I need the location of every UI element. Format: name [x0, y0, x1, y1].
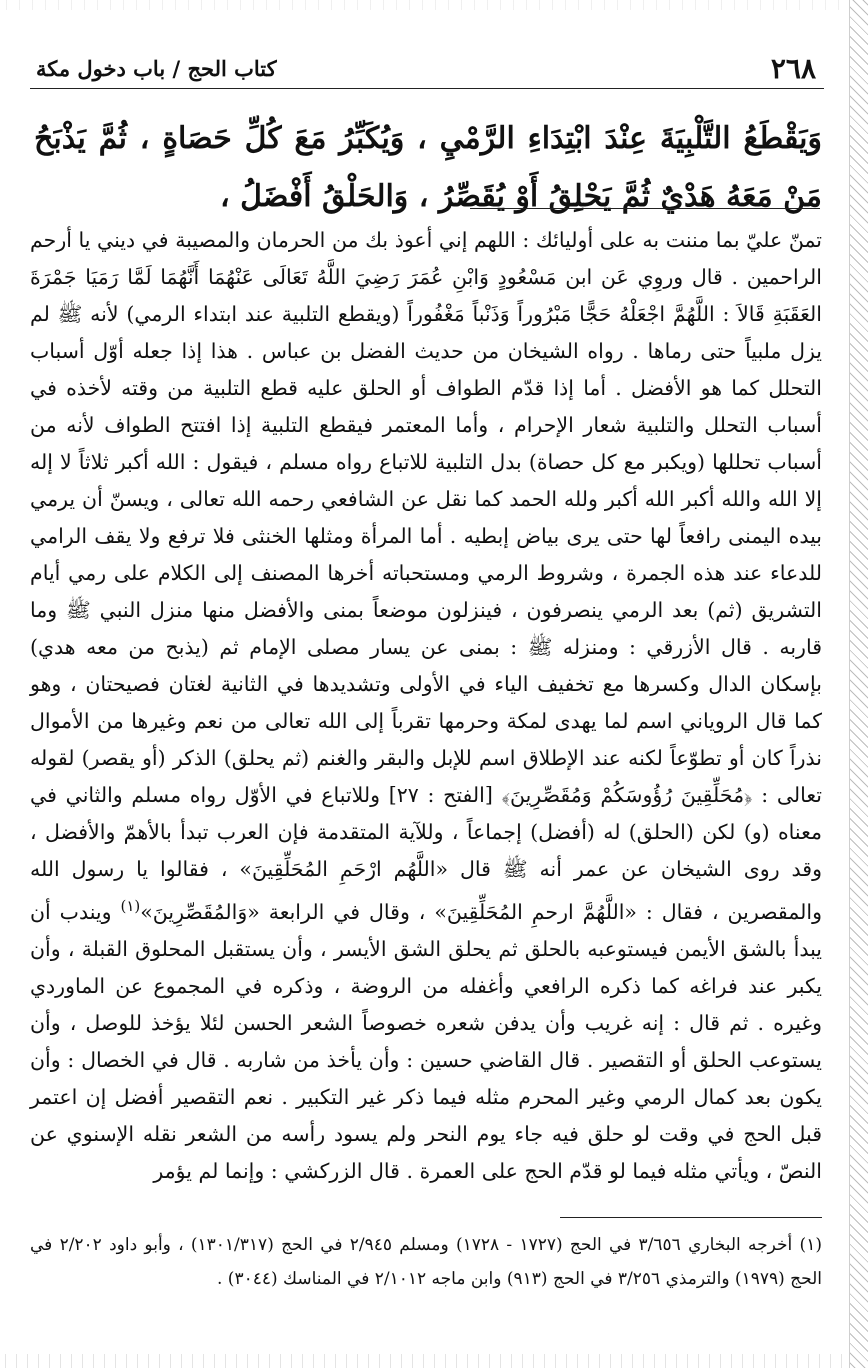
footnote-marker: (١)	[120, 897, 141, 915]
commentary-paragraph	[30, 222, 822, 1190]
footnote-text: (١) أخرجه البخاري ٣/٦٥٦ في الحج (١٧٢٧ - ١٧٢٨) ومسلم ٢/٩٤٥ في الحج (١٣٠١/٣١٧) ، وأبو داود ٢/٢٠٢ في الحج (١٩٧٩) والترمذي ٣/٢٥٦ في الحج (٩١٣) وابن ماجه ٢/١٠١٢ في المناسك (٣٠٤٤) .	[30, 1235, 822, 1289]
matn-separator-rule	[470, 208, 820, 209]
footnote-area	[30, 1228, 822, 1296]
page-edge-border	[849, 0, 868, 1368]
page-number: ٢٦٨	[770, 52, 816, 85]
page-header	[30, 48, 824, 89]
scan-noise-top	[0, 0, 868, 10]
running-title: كتاب الحج / باب دخول مكة	[36, 56, 277, 81]
scan-noise-bottom	[0, 1354, 848, 1368]
commentary-body	[30, 222, 822, 1190]
commentary-text: تمنّ عليّ بما مننت به على أوليائك : اللهم إني أعوذ بك من الحرمان والمصيبة في ديني يا أرحم الراحمين . قال وروِي عَن ابن مَسْعُودٍ وَابْنِ عُمَرَ رَضِيَ اللَّهُ تَعَالَى عَنْهُمَا أَنَّهُمَا لَمَّا رَمَيَا جَمْرَةَ العَقَبَةِ قَالاَ : اللَّهُمَّ اجْعَلْهُ حَجًّا مَبْرُوراً وَذَنْباً مَغْفُوراً (ويقطع التلبية عند ابتداء الرمي) لأنه ﷺ لم يزل ملبياً حتى رماها . رواه الشيخان من حديث الفضل بن عباس . هذا إذا جعله أوّل أسباب التحلل كما هو الأفضل . أما إذا قدّم الطواف أو الحلق عليه قطع التلبية من وقته لأخذه في أسباب التحلل والتلبية شعار الإحرام ، وأما المعتمر فيقطع التلبية إذا افتتح الطواف لأنه من أسباب تحللها (ويكبر مع كل حصاة) بدل التلبية للاتباع رواه مسلم ، فيقول : الله أكبر ثلاثاً لا إله إلا الله والله أكبر الله أكبر ولله الحمد كما نقل عن الشافعي رحمه الله تعالى ، ويسنّ أن يرمي بيده اليمنى رافعاً لها حتى يرى بياض إبطيه . أما المرأة ومثلها الخنثى فلا ترفع ولا يقف الرامي للدعاء عند هذه الجمرة ، وشروط الرمي ومستحباته أخرها المصنف إلى الكلام على رمي أيام التشريق (ثم) بعد الرمي ينصرفون ، فينزلون موضعاً بمنى والأفضل منها منزل النبي ﷺ وما قاربه . قال الأزرقي : ومنزله ﷺ : بمنى عن يسار مصلى الإمام ثم (يذبح من معه هدي) بإسكان الدال وكسرها مع تخفيف الياء في الأولى وتشديدها في الثانية لغتان فصيحتان ، وهو كما قال الروياني اسم لما يهدى لمكة وحرمها تقرباً إلى الله تعالى من نعم وغيرها من الأموال نذراً كان أو تطوّعاً لكنه عند الإطلاق اسم للإبل والبقر والغنم (ثم يحلق) الذكر (أو يقصر) لقوله تعالى : ﴿مُحَلِّقِينَ رُؤُوسَكُمْ وَمُقَصِّرِينَ﴾ [الفتح : ٢٧] وللاتباع في الأوّل رواه مسلم والثاني في معناه (و) لكن (الحلق) له (أفضل) إجماعاً ، وللآية المتقدمة فإن العرب تبدأ بالأهمّ والأفضل ، وقد روى الشيخان عن عمر أنه ﷺ قال «اللَّهُم ارْحَمِ المُحَلِّقِينَ» ، فقالوا يا رسول الله والمقصرين ، فقال : «اللَّهُمَّ ارحمِ المُحَلِّقِينَ» ، وقال في الرابعة «وَالمُقَصِّرِينَ»	[30, 228, 822, 924]
commentary-text-continued: ويندب أن يبدأ بالشق الأيمن فيستوعبه بالحلق ثم يحلق الشق الأيسر ، وأن يستقبل المحلوق القبلة ، وأن يكبر عند فراغه كما ذكره الرافعي وأغفله من الروضة ، وذكره في المجموع عن الماوردي وغيره . ثم قال : إنه غريب وأن يدفن شعره خصوصاً الشعر الحسن لئلا يؤخذ للوصل ، وأن يستوعب الحلق أو التقصير . قال القاضي حسين : وأن يأخذ من شاربه . قال في الخصال : وأن يكون بعد كمال الرمي وغير المحرم مثله فيما ذكر غير التكبير . نعم التقصير أفضل إن اعتمر قبل الحج في وقت لو حلق فيه جاء يوم النحر ولم يسود رأسه من الشعر نقله الإسنوي عن النصّ ، ويأتي مثله فيما لو قدّم الحج على العمرة . قال الزركشي : وإنما لم يؤمر	[30, 899, 822, 1183]
matn-text: وَيَقْطَعُ التَّلْبِيَةَ عِنْدَ ابْتِدَاءِ الرَّمْيِ ، وَيُكَبِّرُ مَعَ كُلِّ حَصَاةٍ ، ثُمَّ يَذْبَحُ مَنْ مَعَهُ هَدْيٌ ثُمَّ يَحْلِقُ أَوْ يُقَصِّرُ ، وَالحَلْقُ أَفْضَلُ ،	[34, 121, 822, 214]
footnote-separator-rule	[560, 1217, 822, 1218]
